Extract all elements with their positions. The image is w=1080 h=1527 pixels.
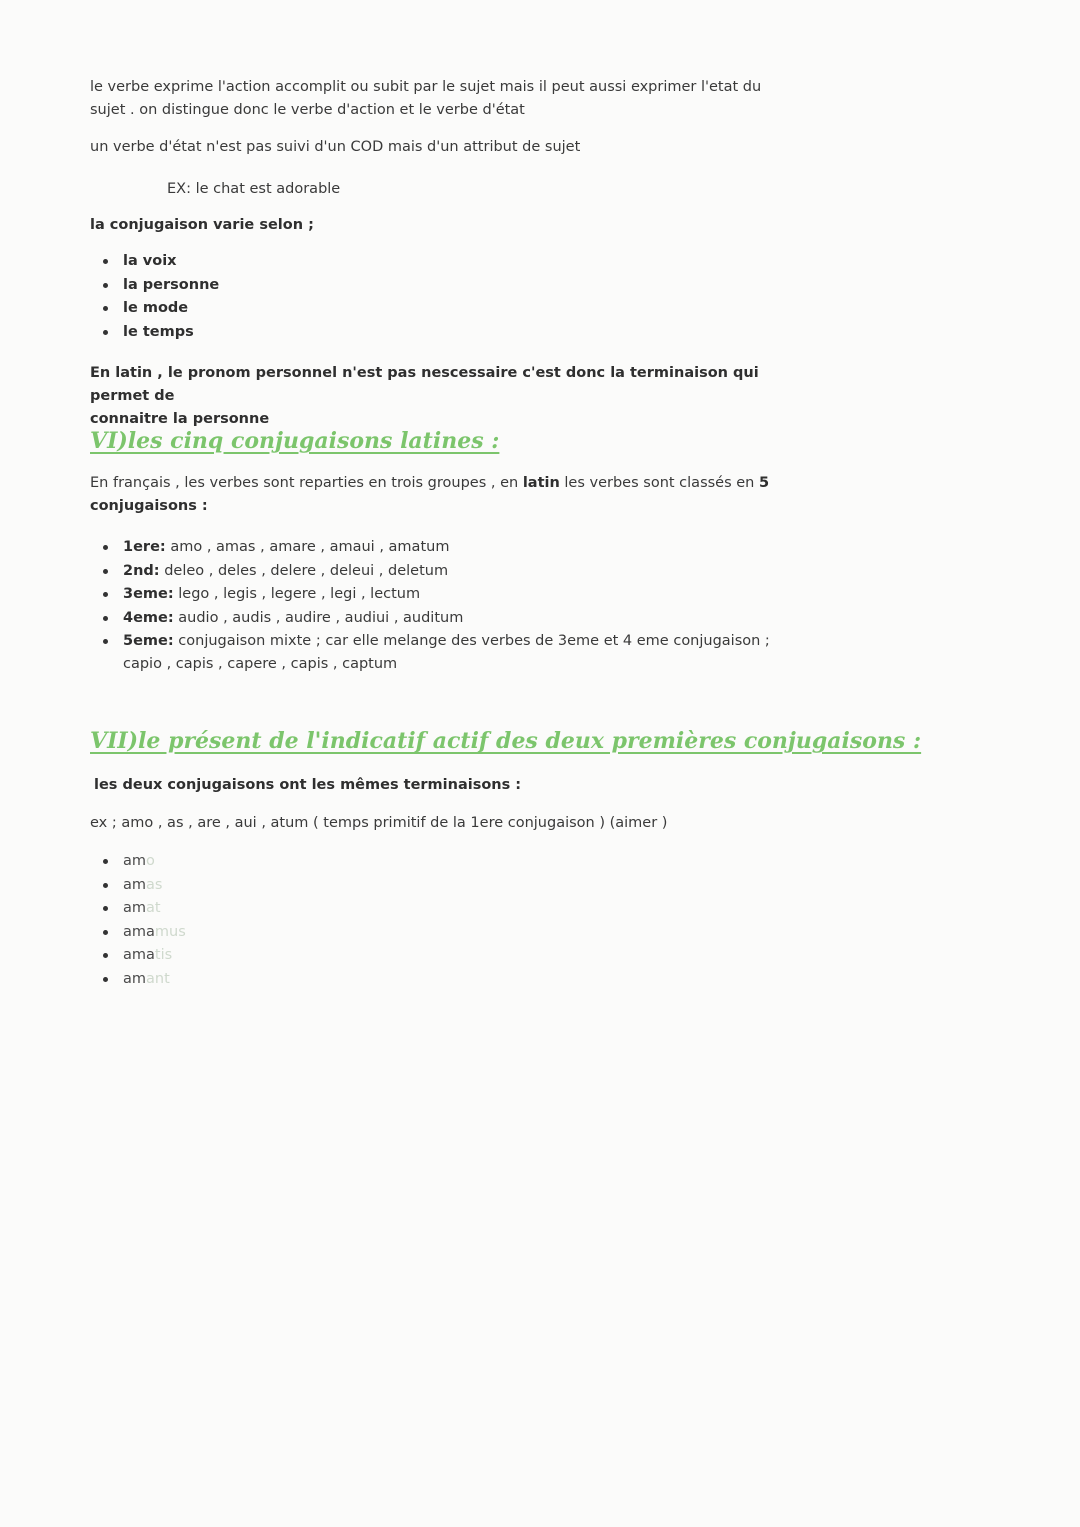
conjugation-forms: conjugaison mixte ; car elle melange des verbes de 3eme et 4 eme conjugaison ; bbox=[173, 633, 770, 649]
list-item bbox=[90, 607, 810, 631]
list-item bbox=[90, 944, 810, 968]
conjugation-label: 5eme: bbox=[123, 633, 174, 649]
list-item: le mode bbox=[90, 297, 810, 321]
conjugation-forms: deleo , deles , delere , deleui , deletum bbox=[159, 562, 449, 579]
intro-line-2: sujet . on distingue donc le verbe d'action et le verbe d'état bbox=[90, 102, 525, 118]
intro-text-2: les verbes sont classés en bbox=[559, 475, 759, 491]
list-item bbox=[90, 897, 810, 921]
verb-stem: am bbox=[123, 900, 147, 916]
intro-number: 5 bbox=[758, 475, 770, 491]
verb-ending: o bbox=[146, 853, 155, 869]
conjugation-label: 3eme: bbox=[123, 586, 174, 602]
verb-ending: mus bbox=[154, 923, 186, 940]
conjugation-label: 2nd: bbox=[123, 562, 160, 579]
present-forms-list bbox=[90, 850, 810, 991]
conjugation-label: 4eme: bbox=[123, 609, 174, 626]
variation-title: la conjugaison varie selon ; bbox=[90, 217, 314, 233]
list-item bbox=[90, 921, 810, 945]
latin-note bbox=[90, 362, 810, 431]
verb-stem: am bbox=[123, 876, 147, 893]
intro-line-1: le verbe exprime l'action accomplit ou subit par le sujet mais il peut aussi exprimer l'etat du bbox=[90, 79, 762, 95]
verb-ending: at bbox=[146, 900, 161, 916]
list-item bbox=[90, 583, 810, 607]
intro-bold-latin: latin bbox=[522, 475, 560, 491]
list-item bbox=[90, 536, 810, 560]
state-verb-sentence: un verbe d'état n'est pas suivi d'un COD mais d'un attribut de sujet bbox=[90, 139, 581, 155]
section-7-example: ex ; amo , as , are , aui , atum ( temps primitif de la 1ere conjugaison ) (aimer ) bbox=[90, 815, 668, 831]
intro-line-2: conjugaisons : bbox=[90, 498, 208, 514]
conjugation-forms-line-2: capio , capis , capere , capis , captum bbox=[123, 656, 398, 672]
list-item bbox=[90, 630, 810, 676]
verb-stem: am bbox=[123, 970, 147, 987]
verb-ending: tis bbox=[154, 947, 173, 963]
section-6-heading: VI)les cinq conjugaisons latines : bbox=[90, 428, 500, 454]
example-sentence: EX: le chat est adorable bbox=[167, 181, 341, 197]
list-item bbox=[90, 560, 810, 584]
conjugation-forms: amo , amas , amare , amaui , amatum bbox=[165, 539, 450, 555]
list-item: la voix bbox=[90, 250, 810, 274]
latin-note-line-1: En latin , le pronom personnel n'est pas nescessaire c'est donc la terminaison qui permet de bbox=[90, 365, 759, 404]
list-item: le temps bbox=[90, 321, 810, 345]
intro-text: En français , les verbes sont reparties en trois groupes , en bbox=[90, 475, 523, 491]
conjugation-forms: audio , audis , audire , audiui , auditum bbox=[173, 609, 464, 626]
conjugation-label: 1ere: bbox=[123, 539, 166, 555]
list-item bbox=[90, 968, 810, 992]
variation-list bbox=[90, 250, 810, 344]
section-7-heading: VII)le présent de l'indicatif actif des deux premières conjugaisons : bbox=[90, 728, 922, 754]
conjugation-list bbox=[90, 536, 810, 676]
verb-ending: as bbox=[146, 876, 163, 893]
verb-stem: am bbox=[123, 853, 147, 869]
list-item bbox=[90, 850, 810, 874]
section-7-subtitle: les deux conjugaisons ont les mêmes terminaisons : bbox=[94, 777, 522, 793]
latin-note-line-2: connaitre la personne bbox=[90, 411, 270, 427]
verb-stem: ama bbox=[123, 947, 155, 963]
list-item: la personne bbox=[90, 274, 810, 298]
verb-ending: ant bbox=[146, 970, 170, 987]
verb-stem: ama bbox=[123, 923, 155, 940]
section-6-intro bbox=[90, 472, 810, 518]
list-item bbox=[90, 874, 810, 898]
intro-paragraph bbox=[90, 76, 810, 122]
conjugation-forms: lego , legis , legere , legi , lectum bbox=[173, 586, 421, 602]
